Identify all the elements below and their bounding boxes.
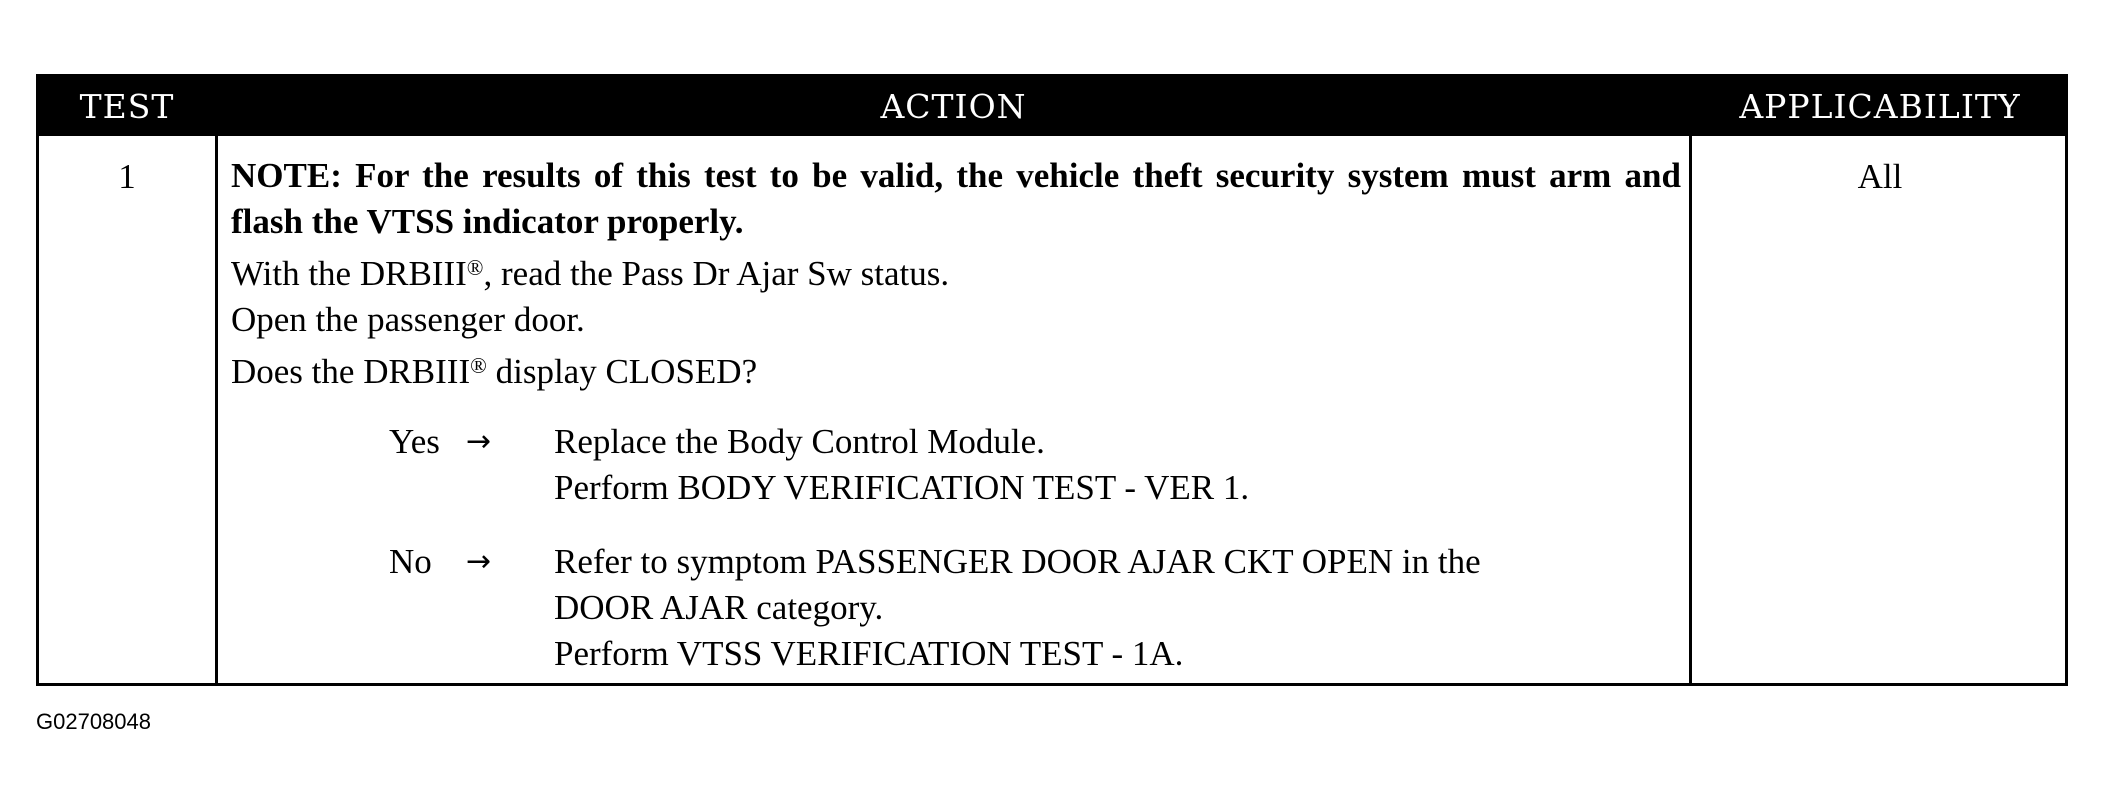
no-instruction-line: DOOR AJAR category. — [554, 588, 884, 627]
note-text: NOTE: For the results of this test to be valid, the vehicle theft security system must arm and flash the VTSS indicator properly. — [231, 156, 1681, 241]
question-text: display CLOSED? — [486, 352, 758, 391]
applicability-cell: All — [1857, 157, 1903, 196]
instruction-read-status — [231, 245, 1681, 297]
header-action: ACTION — [880, 87, 1027, 126]
table-header-row — [39, 77, 2065, 136]
question-text: Does the DRBIII — [231, 352, 471, 391]
registered-mark: ® — [470, 353, 487, 378]
yes-instruction-line: Perform BODY VERIFICATION TEST - VER 1. — [554, 468, 1250, 507]
column-divider — [1689, 136, 1692, 683]
header-applicability: APPLICABILITY — [1739, 87, 2021, 126]
yes-instructions — [554, 419, 1681, 511]
test-number-cell: 1 — [118, 157, 136, 196]
action-cell — [231, 153, 1681, 677]
yes-branch — [389, 419, 1681, 511]
arrow-right-icon: → — [466, 544, 492, 579]
instruction-open-door: Open the passenger door. — [231, 300, 585, 339]
arrow-right-icon: → — [466, 424, 492, 459]
diagnostic-test-table — [36, 74, 2068, 686]
header-test: TEST — [79, 87, 175, 126]
no-label: No — [389, 542, 432, 581]
no-branch — [389, 539, 1681, 677]
no-instructions — [554, 539, 1681, 677]
question-display — [231, 343, 1681, 395]
yes-label: Yes — [389, 422, 440, 461]
no-instruction-line: Perform VTSS VERIFICATION TEST - 1A. — [554, 634, 1184, 673]
no-instruction-line: Refer to symptom PASSENGER DOOR AJAR CKT OPEN in the — [554, 542, 1481, 581]
yes-instruction-line: Replace the Body Control Module. — [554, 422, 1045, 461]
column-divider — [215, 136, 218, 683]
instruction-text: , read the Pass Dr Ajar Sw status. — [483, 254, 950, 293]
registered-mark: ® — [466, 255, 484, 280]
instruction-text: With the DRBIII — [231, 254, 467, 293]
figure-id: G02708048 — [36, 709, 151, 734]
